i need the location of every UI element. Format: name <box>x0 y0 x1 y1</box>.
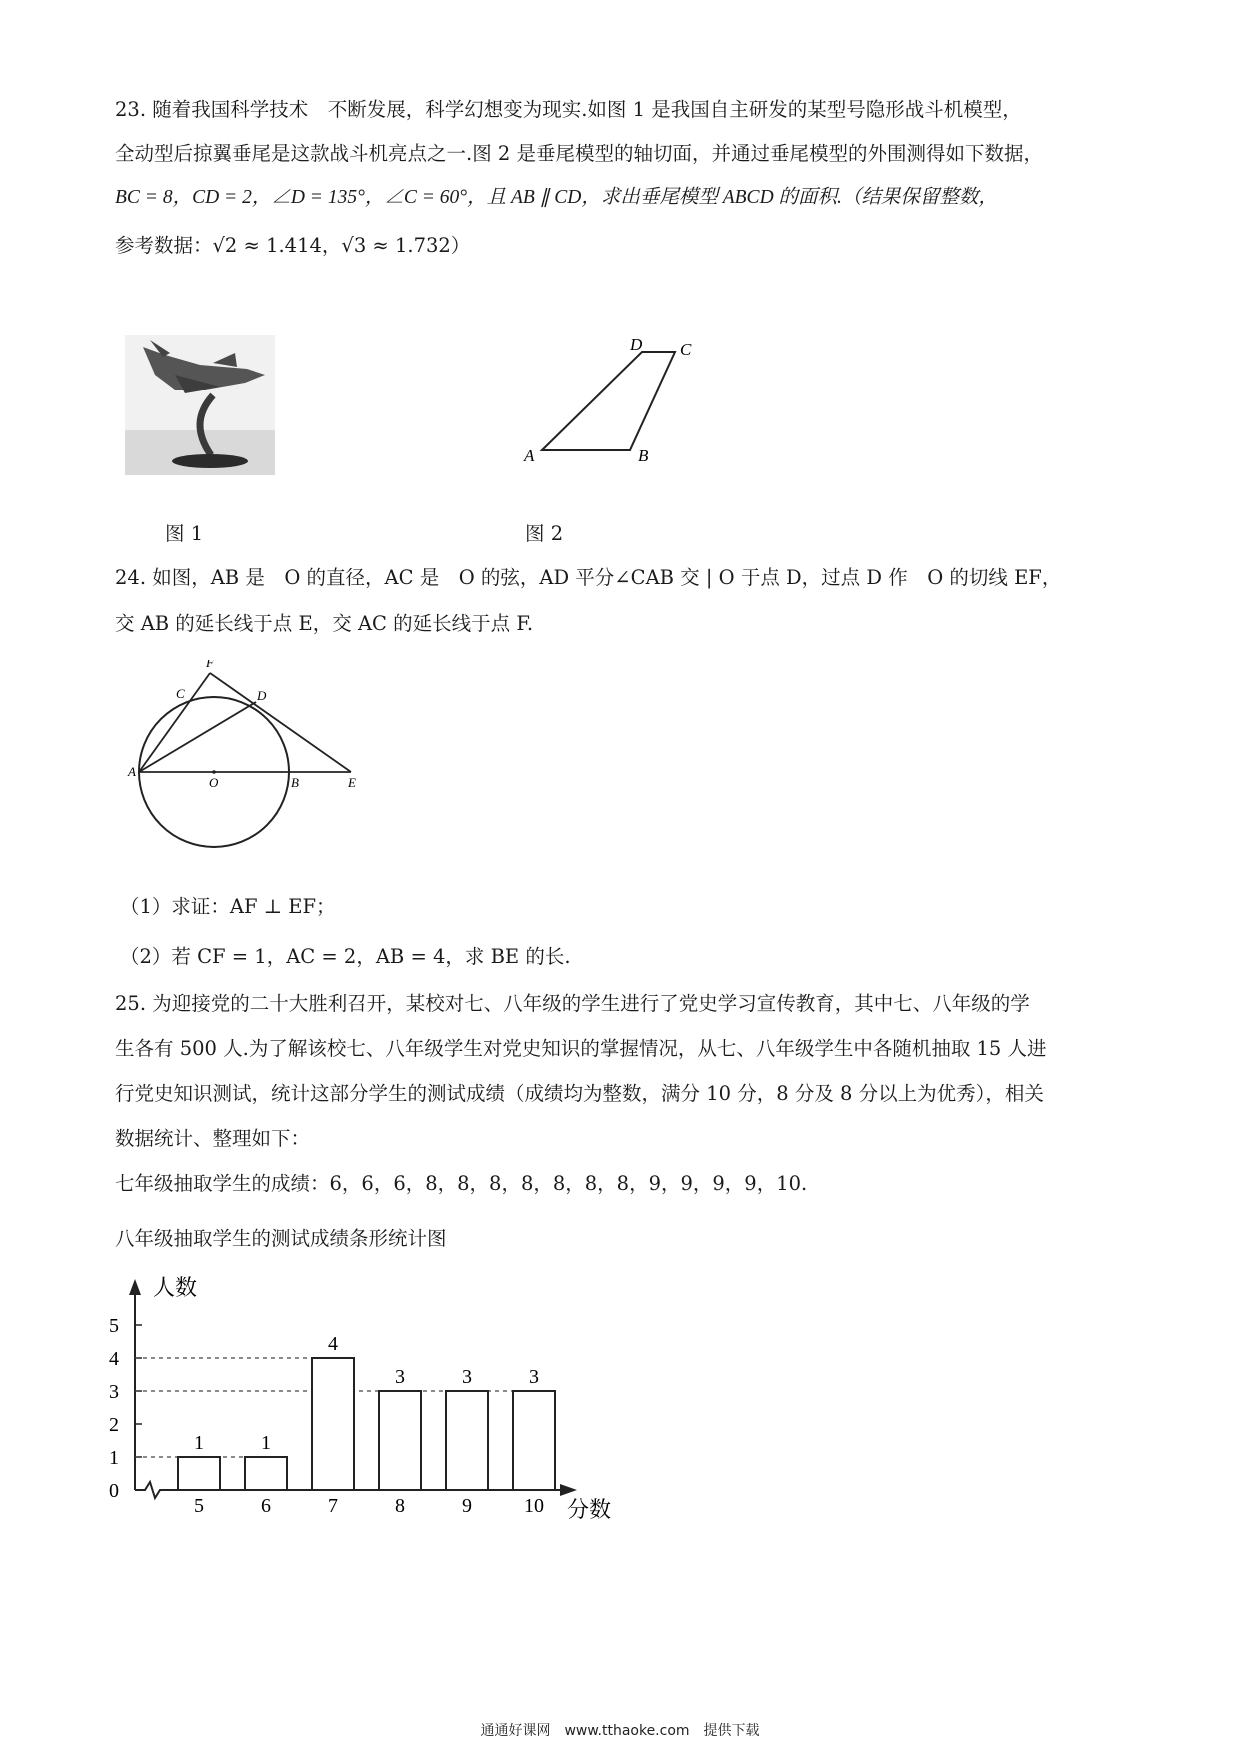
bar-9 <box>446 1391 488 1490</box>
x-tick-label: 6 <box>261 1495 271 1517</box>
bar-8 <box>379 1391 421 1490</box>
label-B: B <box>291 775 299 790</box>
bar-chart <box>105 1265 645 1545</box>
label-D: D <box>257 688 267 703</box>
footer-text: 通通好课网 www.tthaoke.com 提供下载 <box>480 1723 760 1739</box>
bar-value-label: 1 <box>194 1432 204 1454</box>
label-C: C <box>680 340 692 359</box>
q23-line4: 参考数据：√2 ≈ 1.414，√3 ≈ 1.732） <box>115 234 471 257</box>
bar-5 <box>178 1457 220 1490</box>
y-tick-label: 0 <box>109 1480 119 1502</box>
x-tick-label: 5 <box>194 1495 204 1517</box>
fig1-caption: 图 1 <box>165 522 204 545</box>
bar-value-label: 3 <box>462 1366 472 1388</box>
chart-title: 八年级抽取学生的测试成绩条形统计图 <box>115 1227 447 1250</box>
q25-line3: 行党史知识测试，统计这部分学生的测试成绩（成绩均为整数，满分 10 分，8 分及 8 分以上为优秀），相关 <box>115 1082 1044 1105</box>
trapezoid-figure <box>520 330 720 470</box>
y-tick-label: 1 <box>109 1447 119 1469</box>
x-tick-label: 10 <box>524 1495 544 1517</box>
q23-line2: 全动型后掠翼垂尾是这款战斗机亮点之一.图 2 是垂尾模型的轴切面，并通过垂尾模型的外围测得如下数据， <box>115 142 1044 165</box>
bar-value-label: 3 <box>395 1366 405 1388</box>
label-A: A <box>128 764 136 779</box>
circle-tangent-figure <box>125 660 375 860</box>
label-B: B <box>638 446 649 465</box>
q23-line1: 23. 随着我国科学技术 不断发展，科学幻想变为现实.如图 1 是我国自主研发的某型号隐形战斗机模型， <box>115 98 1022 121</box>
bar-10 <box>513 1391 555 1490</box>
x-tick-label: 8 <box>395 1495 405 1517</box>
x-tick-label: 7 <box>328 1495 338 1517</box>
y-tick-label: 3 <box>109 1381 119 1403</box>
q24-line2: 交 AB 的延长线于点 E，交 AC 的延长线于点 F. <box>115 612 534 635</box>
y-tick-label: 4 <box>109 1348 119 1370</box>
x-axis-label: 分数 <box>567 1497 612 1522</box>
q25-line5: 七年级抽取学生的成绩：6，6，6，8，8，8，8，8，8，8，9，9，9，9，10. <box>115 1172 808 1195</box>
y-tick-label: 5 <box>109 1315 119 1337</box>
bar-6 <box>245 1457 287 1490</box>
label-E: E <box>348 775 356 790</box>
fig2-caption: 图 2 <box>525 522 564 545</box>
q25-line4: 数据统计、整理如下： <box>115 1127 311 1150</box>
x-tick-label: 9 <box>462 1495 472 1517</box>
q25-line1: 25. 为迎接党的二十大胜利召开，某校对七、八年级的学生进行了党史学习宣传教育，其中七、八年级的学 <box>115 992 1030 1015</box>
q24-part2: （2）若 CF = 1，AC = 2，AB = 4，求 BE 的长. <box>120 945 571 968</box>
q23-line3: BC = 8，CD = 2，∠D = 135°，∠C = 60°，且 AB ∥ CD，求出垂尾模型 ABCD 的面积.（结果保留整数， <box>115 187 998 208</box>
y-axis-label: 人数 <box>153 1275 198 1300</box>
bar-7 <box>312 1358 354 1490</box>
x-axis-arrow <box>560 1484 577 1496</box>
label-C: C <box>176 686 185 701</box>
label-F: F <box>206 660 214 670</box>
y-tick-label: 2 <box>109 1414 119 1436</box>
label-D: D <box>630 335 643 354</box>
q24-part1: （1）求证：AF ⊥ EF； <box>120 895 336 918</box>
bar-value-label: 4 <box>328 1333 338 1355</box>
bar-value-label: 1 <box>261 1432 271 1454</box>
y-axis-arrow <box>129 1279 141 1295</box>
bar-value-label: 3 <box>529 1366 539 1388</box>
q24-line1: 24. 如图，AB 是 O 的直径，AC 是 O 的弦，AD 平分∠CAB 交 | O 于点 D，过点 D 作 O 的切线 EF， <box>115 566 1062 589</box>
fighter-jet-model-image <box>125 335 275 475</box>
label-O: O <box>209 775 219 790</box>
q25-line2: 生各有 500 人.为了解该校七、八年级学生对党史知识的掌握情况，从七、八年级学生中各随机抽取 15 人进 <box>115 1037 1047 1060</box>
label-A: A <box>524 446 535 465</box>
